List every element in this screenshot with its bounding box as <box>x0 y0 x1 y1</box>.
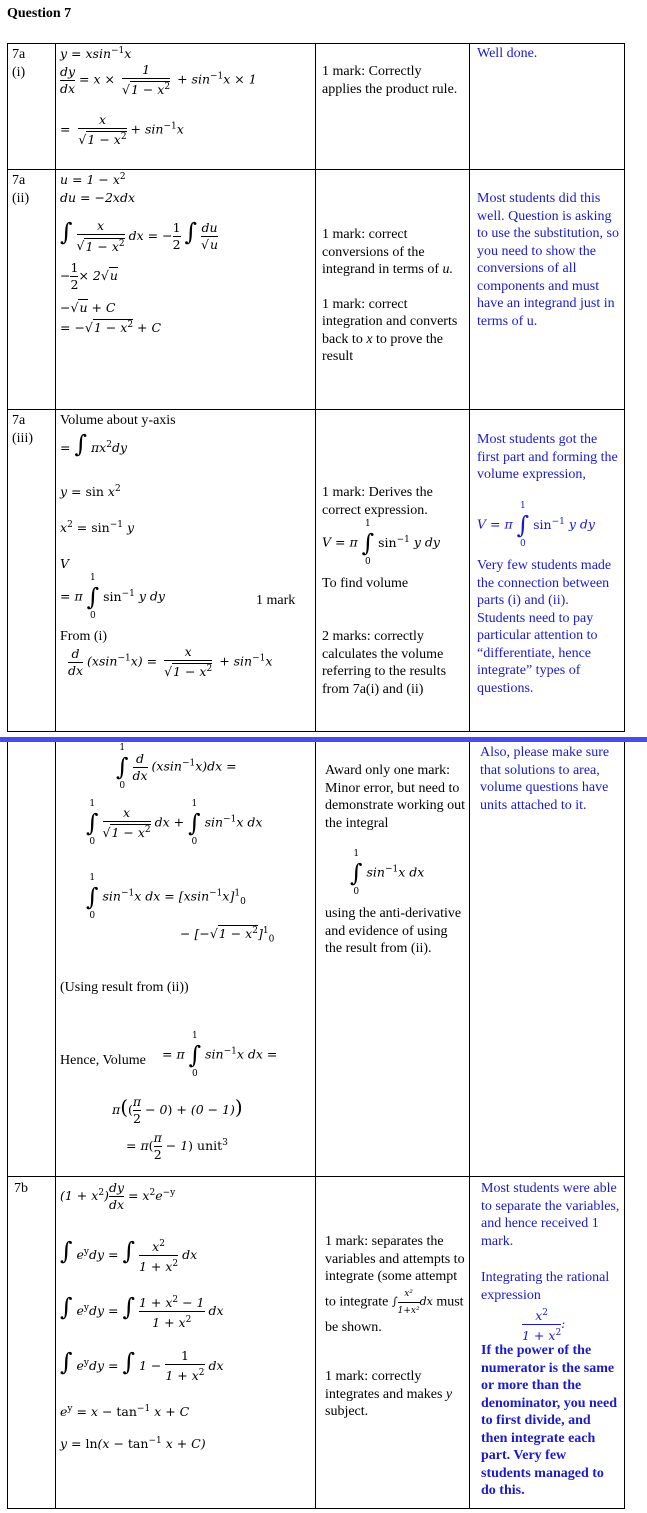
comment-rational-expr: $\frac{x^2}{1 + x^2}$ : <box>522 1308 566 1344</box>
marking-var-u: u. <box>442 262 454 277</box>
border-v0b <box>7 742 8 1509</box>
part-label: 7a <box>12 47 26 62</box>
row-label <box>12 172 29 207</box>
marking-text-1-end: must be shown. <box>325 1294 464 1335</box>
v-letter: V <box>60 556 70 571</box>
marking-continuation-2: using the anti-derivative and evidence of using the result from (ii). <box>325 906 462 956</box>
question-title: Question 7 <box>7 6 72 21</box>
marking-7b-1: 1 mark: separates the variables and attempts to integrate (some attempt to integrate ∫ $\frac{\text{x²}}{\text{1+x²}}$ dx must be shown. <box>325 1234 465 1335</box>
border-v4b <box>624 742 625 1509</box>
marking-text-1: 1 mark: separates the variables and attempts to integrate (some attempt to integrate <box>325 1234 465 1309</box>
border-top <box>7 43 625 44</box>
border-bottom1 <box>7 731 625 732</box>
border-v1b <box>55 742 56 1509</box>
row-label <box>12 412 33 447</box>
marking-text-2-end: subject. <box>325 1404 369 1419</box>
marking-to-find: To find volume <box>322 576 409 591</box>
comment-7b-2: Integrating the rational expression <box>481 1270 610 1303</box>
using-result-note: (Using result from (ii)) <box>60 980 189 995</box>
one-mark-note: 1 mark <box>256 593 296 608</box>
marking-text-2-end: to prove the result <box>322 331 443 364</box>
marking-text-1: 1 mark: correct conversions of the integrand in terms of <box>322 227 440 277</box>
border-v0 <box>7 43 8 732</box>
marking-7a-iii-1: 1 mark: Derives the correct expression. <box>322 485 433 518</box>
comment-7b-3: If the power of the numerator is the same or more than the denominator, you need to first divide, and then integrate each part. Very few students managed to do this. <box>481 1343 618 1498</box>
border-bottom2 <box>7 1508 625 1509</box>
comment-7a-iii-2: Very few students made the connection between parts (i) and (ii). Students need to pay particular attention to “differentiate, hence integrate” types of questions. <box>477 558 612 696</box>
border-row2 <box>7 409 625 410</box>
subpart-label: (iii) <box>12 430 33 446</box>
part-label: 7a <box>12 173 26 188</box>
part-label: 7a <box>12 413 26 428</box>
border-v2b <box>315 742 316 1509</box>
row-label: 7b <box>14 1181 28 1196</box>
border-v3b <box>469 742 470 1509</box>
subpart-label: (i) <box>12 64 26 80</box>
marking-var-x: x <box>366 331 373 347</box>
marking-text-2: 1 mark: correct integration and converts back to <box>322 296 458 347</box>
border-row1 <box>7 169 625 170</box>
volume-heading: Volume about y-axis <box>60 413 176 428</box>
hence-volume <box>60 1052 146 1070</box>
comment-7a-i: Well done. <box>477 46 538 61</box>
marking-7a-ii <box>322 226 464 366</box>
comment-7a-iii-1: Most students got the first part and forming the volume expression, <box>477 432 618 482</box>
marking-7a-iii-2: 2 marks: correctly calculates the volume referring to the results from 7a(i) and (ii) <box>322 629 447 697</box>
marking-var-y: y <box>445 1386 453 1402</box>
hence-label: Hence, Volume <box>60 1053 146 1068</box>
border-v4 <box>624 43 625 732</box>
unit-label: unit <box>197 1138 223 1153</box>
page-break-band <box>0 737 647 742</box>
border-v2 <box>315 43 316 732</box>
marking-7a-i: 1 mark: Correctly applies the product rule. <box>322 64 458 97</box>
row-label <box>12 46 25 81</box>
subpart-label: (ii) <box>12 190 30 206</box>
border-v3 <box>469 43 470 732</box>
marking-text-2: 1 mark: correctly integrates and makes <box>325 1369 443 1402</box>
border-row4 <box>7 1176 625 1177</box>
marking-continuation-1: Award only one mark: Minor error, but need to demonstrate working out the integral <box>325 763 465 831</box>
border-v1 <box>55 43 56 732</box>
from-i: From (i) <box>60 629 108 644</box>
comment-7a-ii: Most students did this well. Question is asking to use the substitution, so you need to show the conversions of all components and must have an integrand just in terms of u. <box>477 191 619 329</box>
comment-continuation: Also, please make sure that solutions to area, volume questions have units attached to it. <box>480 745 610 813</box>
comment-7b-1: Most students were able to separate the variables, and hence received 1 mark. <box>481 1181 620 1249</box>
marking-7b-2 <box>325 1368 467 1421</box>
